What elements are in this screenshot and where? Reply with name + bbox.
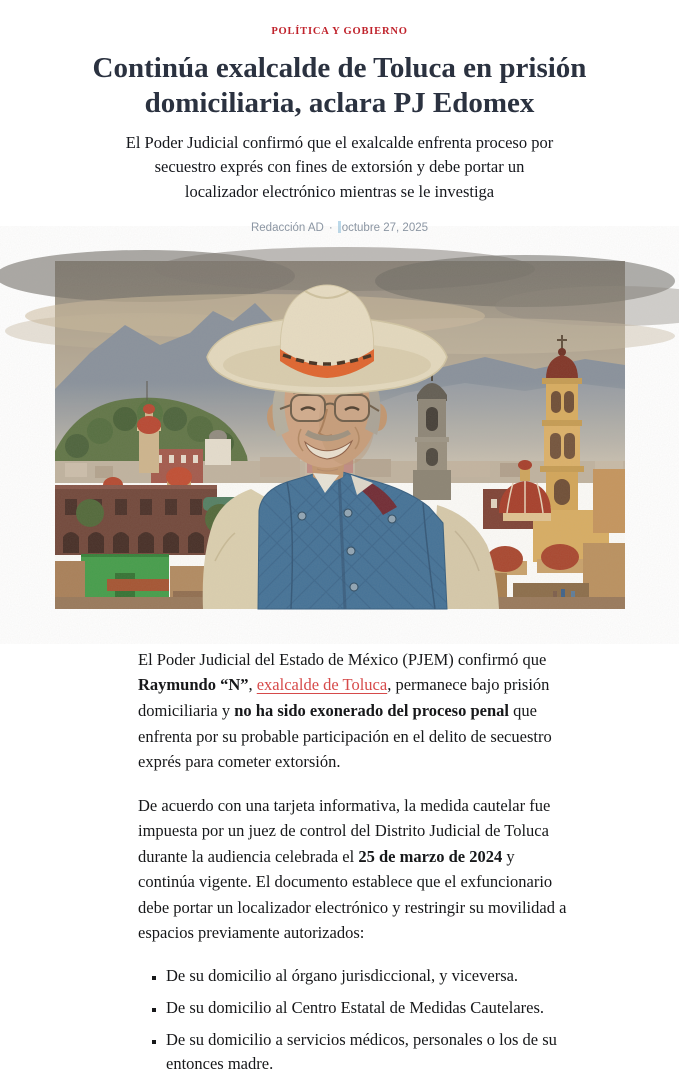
byline-date: octubre 27, 2025 [341,221,429,234]
list-item: ▪ De su domicilio a servicios médicos, personales o los de su entonces madre. [166,1028,568,1077]
category-link[interactable]: POLÍTICA Y GOBIERNO [271,26,408,37]
byline [0,221,679,234]
paragraph-2: De acuerdo con una tarjeta informativa, la medida cautelar fue impuesta por un juez de control del Distrito Judicial de Toluca durante la audiencia celebrada el 25 de marzo de 2024 y continúa vigente. El documento establece que el exfuncionario debe portar un localizador electrónico y restringir su movilidad a espacios previamente autorizados: [138,795,567,943]
p1-text: El Poder Judicial del Estado de México (PJEM) confirmó que [138,649,547,669]
byline-author: Redacción AD [250,221,324,234]
article-header [0,0,679,234]
p2-text: De acuerdo con una tarjeta informativa, la medida cautelar fue impuesta por un juez de control del Distrito Judicial de Toluca durante la audiencia celebrada el [138,795,551,866]
list-item: ▪ De su domicilio al órgano jurisdiccional, y viceversa. [166,964,568,989]
paragraph-1: El Poder Judicial del Estado de México (PJEM) confirmó que Raymundo “N”, exalcalde de Toluca, permanece bajo prisión domiciliaria y no ha sido exonerado del proceso penal que enfrenta por su probable participación en el delito de secuestro exprés para cometer extorsión. [138,649,552,772]
hero-image [55,261,625,609]
article-subtitle: El Poder Judicial confirmó que el exalcalde enfrenta proceso por secuestro exprés con fines de extorsión y debe portar un localizador electrónico mientras se le investiga [125,132,554,202]
article-body [138,647,568,1077]
color-cast-overlay [55,261,625,609]
restrictions-list [138,964,568,1077]
p1-bold-proceso: no ha sido exonerado del proceso penal [234,700,509,720]
byline-cursor [338,221,341,233]
p1-bold-name: Raymundo “N” [138,675,249,695]
list-item: ▪ De su domicilio al Centro Estatal de Medidas Cautelares. [166,996,568,1021]
byline-separator: · [328,221,333,234]
exalcalde-link[interactable]: exalcalde de Toluca [256,675,388,695]
page-title: Continúa exalcalde de Toluca en prisión domiciliaria, aclara PJ Edomex [92,52,587,119]
p2-bold-date: 25 de marzo de 2024 [358,846,503,866]
